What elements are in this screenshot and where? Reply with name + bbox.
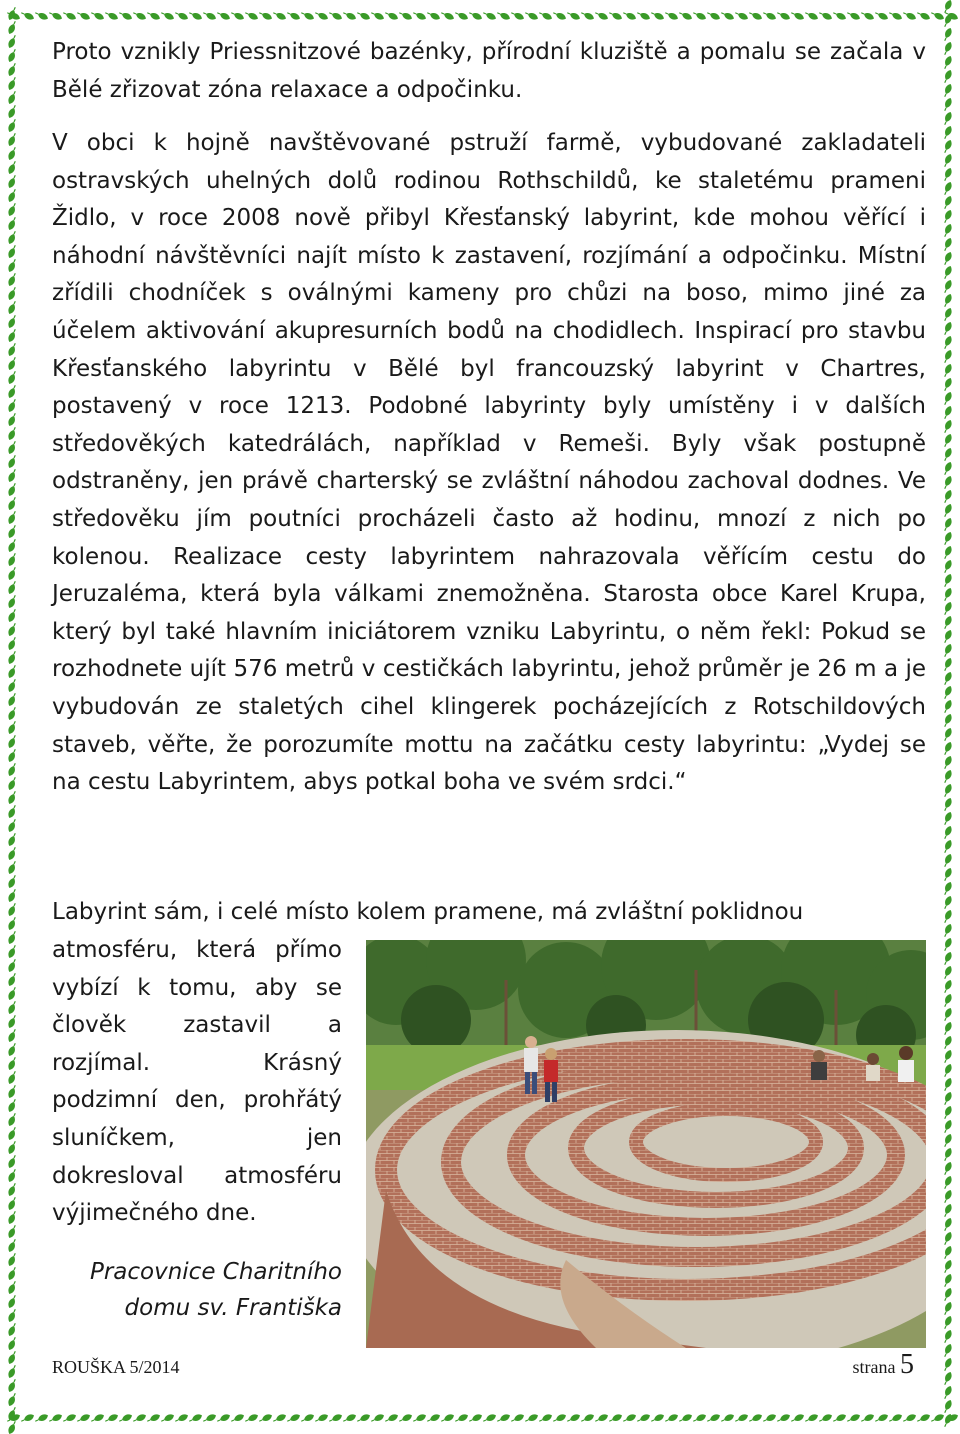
leaf-vine-border-bottom [0, 1406, 960, 1434]
leaf-vine-border-top [0, 0, 960, 28]
leaf-vine-border-right [932, 0, 960, 1434]
footer-page [853, 1349, 914, 1381]
leaf-vine-border-left [0, 0, 28, 1434]
paragraph-atmosphere-rest: atmosféru, která přímo vybízí k tomu, aby se člověk zastavil a rozjímal. Krásný podzimní den, prohřátý sluníčkem, jen dokresloval atmosféru výjimečného dne. [52, 937, 342, 1227]
signature-line-2: domu sv. Františka [124, 1295, 342, 1321]
paragraph-labyrinth: V obci k hojně navštěvované pstruží farmě, vybudované zakladateli ostravských uhelných dolů rodinou Rothschildů, ke staletému prameni Židlo, v roce 2008 nově přibyl Křesťanský labyrint, kde mohou věřící i náhodní návštěvníci najít místo k zastavení, rozjímání a odpočinku. Místní zřídili chodníček s oválnými kameny pro chůzi na boso, mimo jiné za účelem aktivování akupresurních bodů na chodidlech. Inspirací pro stavbu Křesťanského labyrintu v Bělé byl francouzský labyrint v Chartres, postavený v roce 1213. Podobné labyrinty byly umístěny i v dalších středověkých katedrálách, například v Remeši. Byly však postupně odstraněny, jen právě charterský se zvláštní náhodou zachoval dodnes. Ve středověku jím poutníci procházeli často až hodinu, mnozí z nich po kolenou. Realizace cesty labyrintem nahrazovala věřícím cestu do Jeruzaléma, která byla válkami znemožněna. Starosta obce Karel Krupa, který byl také hlavním iniciátorem vzniku Labyrintu, o něm řekl: Pokud se rozhodnete ujít 576 metrů v cestičkách labyrintu, jehož průměr je 26 m a je vybudován ze staletých cihel klingerek pocházejících z Rotschildových staveb, věřte, že porozumíte mottu na začátku cesty labyrintu: „Vydej se na cestu Labyrintem, abys potkal boha ve svém srdci.“ [52, 130, 926, 796]
footer-page-number: 5 [900, 1349, 914, 1380]
footer-publication: ROUŠKA 5/2014 [52, 1357, 180, 1377]
paragraph-intro: Proto vznikly Priessnitzové bazénky, přírodní kluziště a pomalu se začala v Bělé zřizovat zóna relaxace a odpočinku. [52, 39, 926, 103]
paragraph-atmosphere-first-line: Labyrint sám, i celé místo kolem pramene, má zvláštní poklidnou [52, 899, 804, 925]
signature [52, 1254, 342, 1326]
signature-line-1: Pracovnice Charitního [89, 1259, 342, 1285]
footer-page-label: strana [852, 1357, 896, 1377]
labyrinth-photo [366, 940, 926, 1348]
